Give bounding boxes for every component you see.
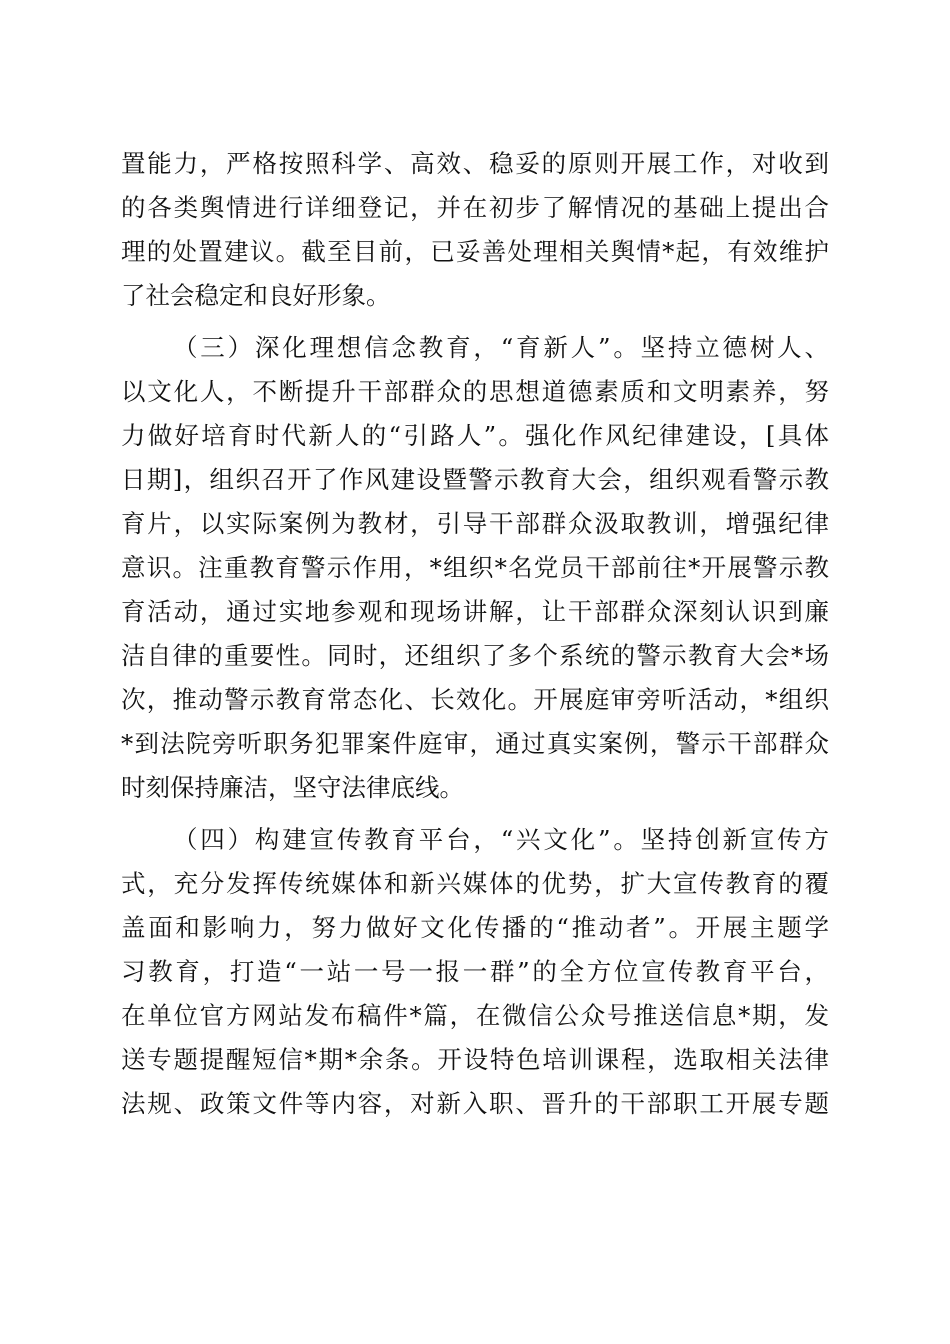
document-body bbox=[121, 142, 829, 1126]
text-line: 时刻保持廉洁，坚守法律底线。 bbox=[121, 773, 464, 802]
section-heading-line: （三）深化理想信念教育，“育新人”。坚持立德树人、 bbox=[173, 333, 829, 362]
text-line: 日期]，组织召开了作风建设暨警示教育大会，组织观看警示教 bbox=[121, 465, 829, 494]
text-line: 意识。注重教育警示作用，*组织*名党员干部前往*开展警示教 bbox=[121, 553, 829, 582]
paragraph-1 bbox=[121, 142, 829, 318]
paragraph-3 bbox=[121, 818, 829, 1126]
text-line: *到法院旁听职务犯罪案件庭审，通过真实案例，警示干部群众 bbox=[121, 729, 829, 758]
section-heading-line: （四）构建宣传教育平台，“兴文化”。坚持创新宣传方 bbox=[173, 825, 829, 854]
text-line: 习教育，打造“一站一号一报一群”的全方位宣传教育平台， bbox=[121, 957, 829, 986]
paragraph-2 bbox=[121, 326, 829, 810]
text-line: 洁自律的重要性。同时，还组织了多个系统的警示教育大会*场 bbox=[121, 641, 829, 670]
text-line: 盖面和影响力，努力做好文化传播的“推动者”。开展主题学 bbox=[121, 913, 829, 942]
text-line: 育片，以实际案例为教材，引导干部群众汲取教训，增强纪律 bbox=[121, 509, 829, 538]
text-line: 式，充分发挥传统媒体和新兴媒体的优势，扩大宣传教育的覆 bbox=[121, 869, 829, 898]
text-line: 力做好培育时代新人的“引路人”。强化作风纪律建设，[具体 bbox=[121, 421, 829, 450]
text-line: 在单位官方网站发布稿件*篇，在微信公众号推送信息*期，发 bbox=[121, 1001, 829, 1030]
text-line: 了社会稳定和良好形象。 bbox=[121, 281, 391, 310]
text-line: 置能力，严格按照科学、高效、稳妥的原则开展工作，对收到 bbox=[121, 149, 829, 178]
text-line: 送专题提醒短信*期*余条。开设特色培训课程，选取相关法律 bbox=[121, 1045, 829, 1074]
text-line: 以文化人，不断提升干部群众的思想道德素质和文明素养，努 bbox=[121, 377, 829, 406]
text-line: 育活动，通过实地参观和现场讲解，让干部群众深刻认识到廉 bbox=[121, 597, 829, 626]
text-line: 次，推动警示教育常态化、长效化。开展庭审旁听活动，*组织 bbox=[121, 685, 829, 714]
paragraph-gap bbox=[121, 318, 829, 326]
text-line: 法规、政策文件等内容，对新入职、晋升的干部职工开展专题 bbox=[121, 1089, 829, 1118]
text-line: 的各类舆情进行详细登记，并在初步了解情况的基础上提出合 bbox=[121, 193, 829, 222]
paragraph-gap bbox=[121, 810, 829, 818]
text-line: 理的处置建议。截至目前，已妥善处理相关舆情*起，有效维护 bbox=[121, 237, 829, 266]
